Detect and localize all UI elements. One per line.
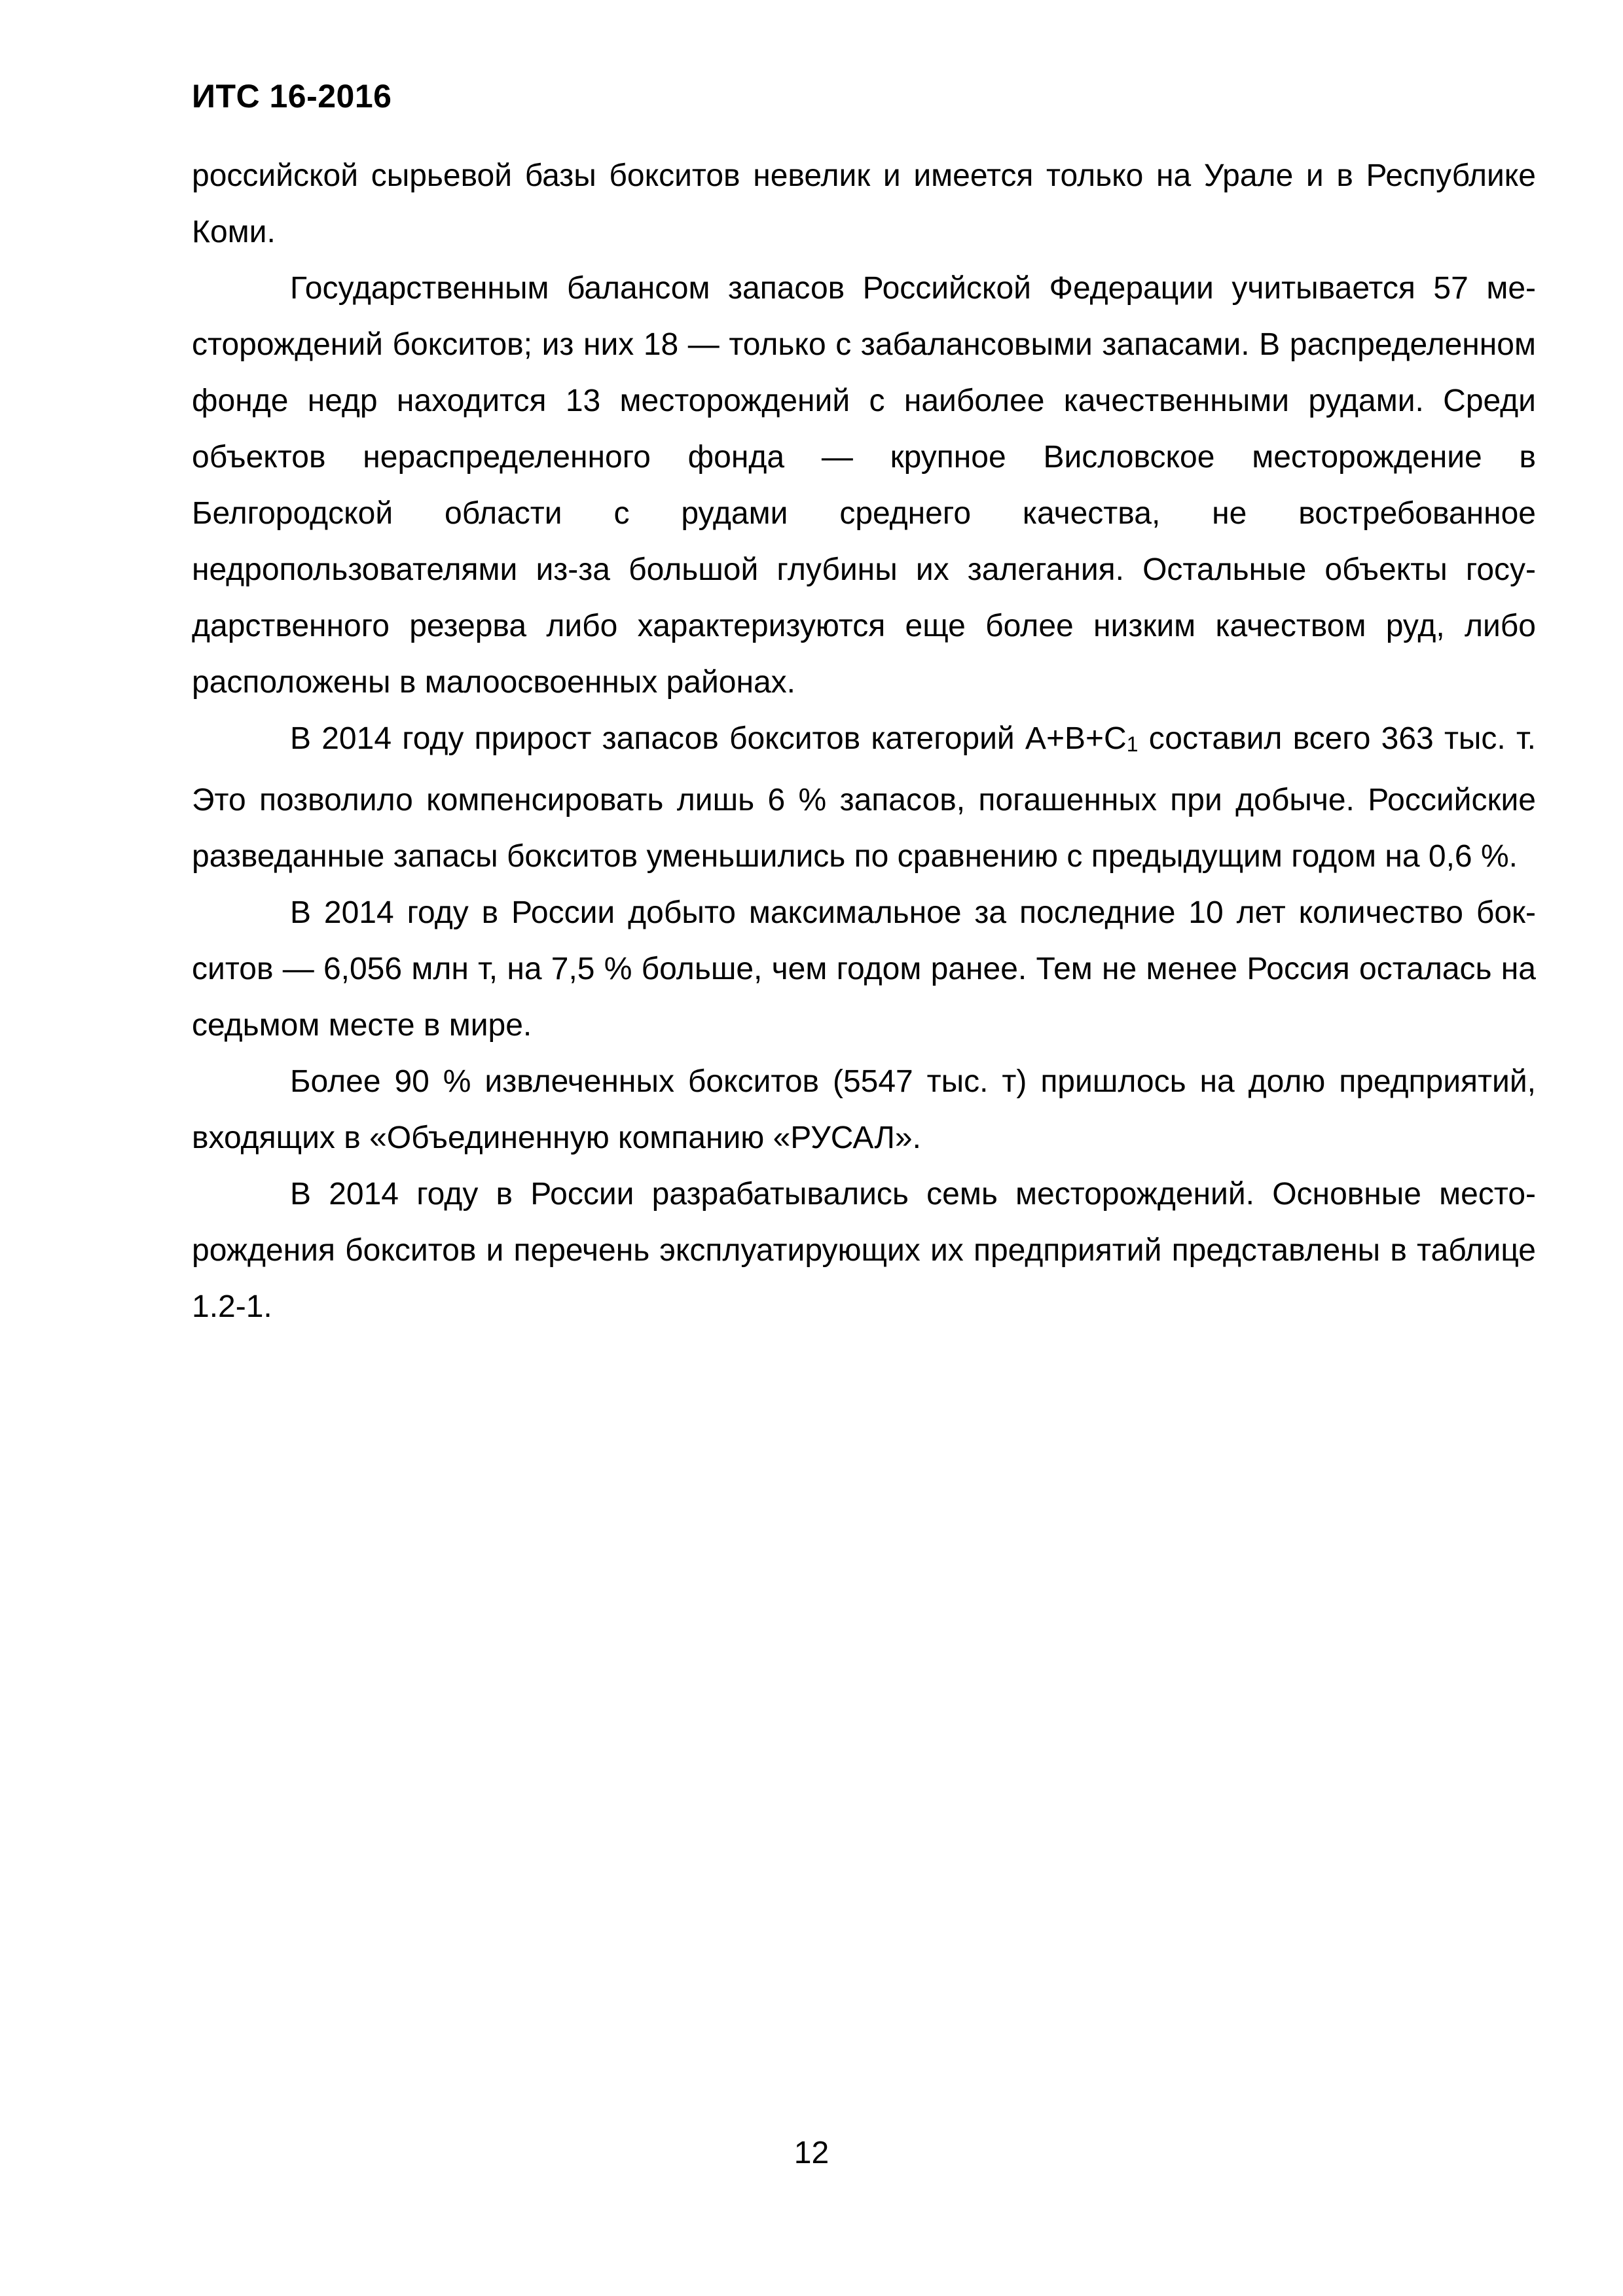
paragraph-text: составил всего 363 тыс. т. Это позволило компенсировать лишь 6 % запасов, погашенных при добыче. Российские разведанные запасы бокситов уменьшились по сравнению с предыдущим годом на 0,6 %. bbox=[192, 721, 1536, 874]
paragraph-rusal-share: Более 90 % извлеченных бокситов (5547 тыс. т) пришлось на долю предприятий, входящих в «Объединенную компанию «РУСАЛ». bbox=[192, 1064, 1536, 1155]
page-number: 12 bbox=[793, 2136, 830, 2170]
paragraph-text: В 2014 году прирост запасов бокситов категорий А+В+С bbox=[290, 721, 1127, 756]
document-code-header: ИТС 16-2016 bbox=[192, 78, 392, 115]
document-body bbox=[192, 148, 1536, 1335]
paragraph-continuation: российской сырьевой базы бокситов невелик и имеется только на Урале и в Республике Коми. bbox=[192, 158, 1536, 249]
paragraph-deposits: В 2014 году в России разрабатывались семь месторождений. Основные месторождения бокситов и перечень эксплуатирующих их предприятий представлены в таблице 1.2-1. bbox=[192, 1177, 1536, 1324]
subscript-index: 1 bbox=[1126, 732, 1139, 756]
paragraph-state-balance: Государственным балансом запасов Российской Федерации учитывается 57 месторождений бокситов; из них 18 — только с забалансовыми запасами. В распределенном фонде недр находится 13 месторождений с наиболее качественными рудами. Среди объектов нераспределенного фонда — крупное Висловское месторождение в Белгородской области с рудами среднего качества, не востребованное недропользователями из-за большой глубины их залегания. Остальные объекты государственного резерва либо характеризуются еще более низким качеством руд, либо расположены в малоосвоенных районах. bbox=[192, 271, 1536, 700]
paragraph-reserves-growth bbox=[192, 711, 1536, 885]
paragraph-production: В 2014 году в России добыто максимальное за последние 10 лет количество бокситов — 6,056 млн т, на 7,5 % больше, чем годом ранее. Тем не менее Россия осталась на седьмом месте в мире. bbox=[192, 895, 1536, 1043]
